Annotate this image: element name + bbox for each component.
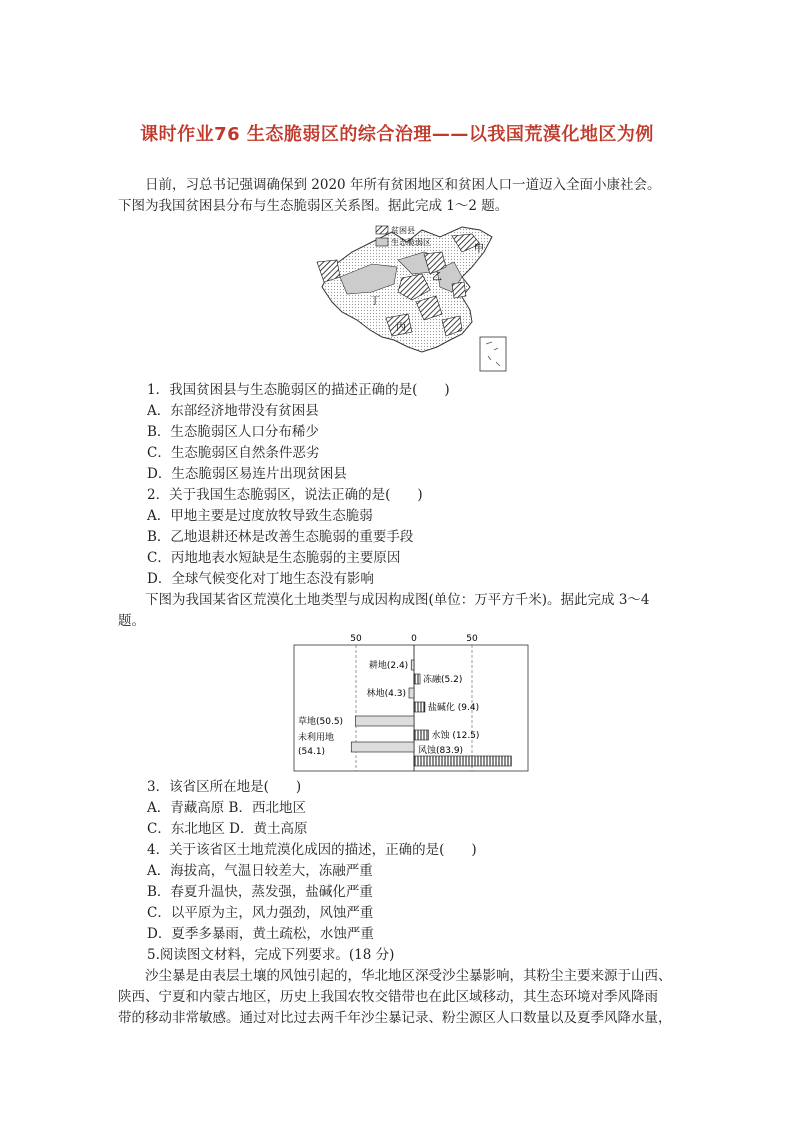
q2-option-d: D．全球气候变化对丁地生态没有影响 <box>147 571 374 587</box>
intro-line-1: 日前，习总书记强调确保到 2020 年所有贫困地区和贫困人口一道迈入全面小康社会。 <box>145 177 661 193</box>
q4-stem: 4．关于该省区土地荒漠化成因的描述，正确的是( ) <box>147 842 477 858</box>
legend-poor-swatch <box>376 226 388 234</box>
bar-right <box>414 674 420 684</box>
q5-stem: 5.阅读图文材料，完成下列要求。(18 分) <box>147 947 395 963</box>
bar-label: 盐碱化 (9.4) <box>427 703 480 713</box>
bar-label: 草地(50.5) <box>298 717 344 727</box>
q1-option-b: B．生态脆弱区人口分布稀少 <box>147 424 319 440</box>
bar-left <box>411 660 414 670</box>
q1-stem: 1．我国贫困县与生态脆弱区的描述正确的是( ) <box>147 382 450 398</box>
legend-fragile-label: 生态脆弱区 <box>391 238 431 247</box>
bar-label: 林地(4.3) <box>366 689 407 699</box>
q4-option-a: A．海拔高，气温日较差大，冻融严重 <box>147 863 373 879</box>
q2-option-b: B．乙地退耕还林是改善生态脆弱的重要手段 <box>147 529 414 545</box>
poverty-map-figure <box>312 222 520 374</box>
bar-right <box>414 756 511 766</box>
q3-options-cd: C．东北地区 D．黄土高原 <box>147 821 308 837</box>
intro2-line-2: 题。 <box>118 613 145 629</box>
q5-paragraph-2: 陕西、宁夏和内蒙古地区，历史上我国农牧交错带也在此区域移动，其生态环境对季风降雨 <box>118 989 658 1005</box>
intro-line-2: 下图为我国贫困县分布与生态脆弱区关系图。据此完成 1～2 题。 <box>118 198 509 214</box>
axis-tick-label: 50 <box>350 634 362 644</box>
desertification-chart <box>288 630 532 772</box>
q4-option-c: C．以平原为主，风力强劲，风蚀严重 <box>147 905 374 921</box>
legend-poor-label: 贫困县 <box>391 226 415 235</box>
bar-right <box>414 730 429 740</box>
q4-option-d: D．夏季多暴雨，黄土疏松，水蚀严重 <box>147 926 374 942</box>
q1-option-d: D．生态脆弱区易连片出现贫困县 <box>147 466 347 482</box>
bar-left <box>409 688 414 698</box>
q2-option-a: A．甲地主要是过度放牧导致生态脆弱 <box>147 508 373 524</box>
intro2-line-1: 下图为我国某省区荒漠化土地类型与成因构成图(单位：万平方千米)。据此完成 3～4 <box>145 592 650 608</box>
bar-label: 未利用地 <box>298 733 335 743</box>
bar-label: 水蚀 (12.5) <box>431 731 480 741</box>
q3-stem: 3．该省区所在地是( ) <box>147 779 302 795</box>
bar-left <box>351 742 414 752</box>
bar-label: 耕地(2.4) <box>368 661 409 671</box>
q1-option-a: A．东部经济地带没有贫困县 <box>147 403 319 419</box>
bar-label: 风蚀(83.9) <box>418 746 464 756</box>
legend-fragile-swatch <box>376 238 388 246</box>
map-label-yi: 乙 <box>432 272 442 283</box>
bar-label: (54.1) <box>298 747 326 757</box>
q4-option-b: B．春夏升温快，蒸发强，盐碱化严重 <box>147 884 373 900</box>
page-title: 课时作业76 生态脆弱区的综合治理——以我国荒漠化地区为例 <box>140 124 654 145</box>
q2-stem: 2．关于我国生态脆弱区，说法正确的是( ) <box>147 487 423 503</box>
south-sea-inset <box>480 337 506 371</box>
map-label-ding: 丁 <box>370 296 380 307</box>
q5-paragraph-1: 沙尘暴是由表层土壤的风蚀引起的，华北地区深受沙尘暴影响，其粉尘主要来源于山西、 <box>145 968 672 984</box>
poor-county-area <box>452 282 466 298</box>
axis-tick-label: 50 <box>466 634 478 644</box>
map-label-jia: 甲 <box>474 244 484 255</box>
map-label-bing: 丙 <box>396 322 406 333</box>
q1-option-c: C．生态脆弱区自然条件恶劣 <box>147 445 320 461</box>
q5-paragraph-3: 带的移动非常敏感。通过对比过去两千年沙尘暴记录、粉尘源区人口数量以及夏季风降水量， <box>118 1010 672 1026</box>
axis-tick-label: 0 <box>411 634 417 644</box>
bar-left <box>355 716 414 726</box>
q2-option-c: C．丙地地表水短缺是生态脆弱的主要原因 <box>147 550 401 566</box>
bar-label: 冻融(5.2) <box>423 675 463 685</box>
q3-options-ab: A．青藏高原 B．西北地区 <box>147 800 306 816</box>
bar-right <box>414 702 425 712</box>
